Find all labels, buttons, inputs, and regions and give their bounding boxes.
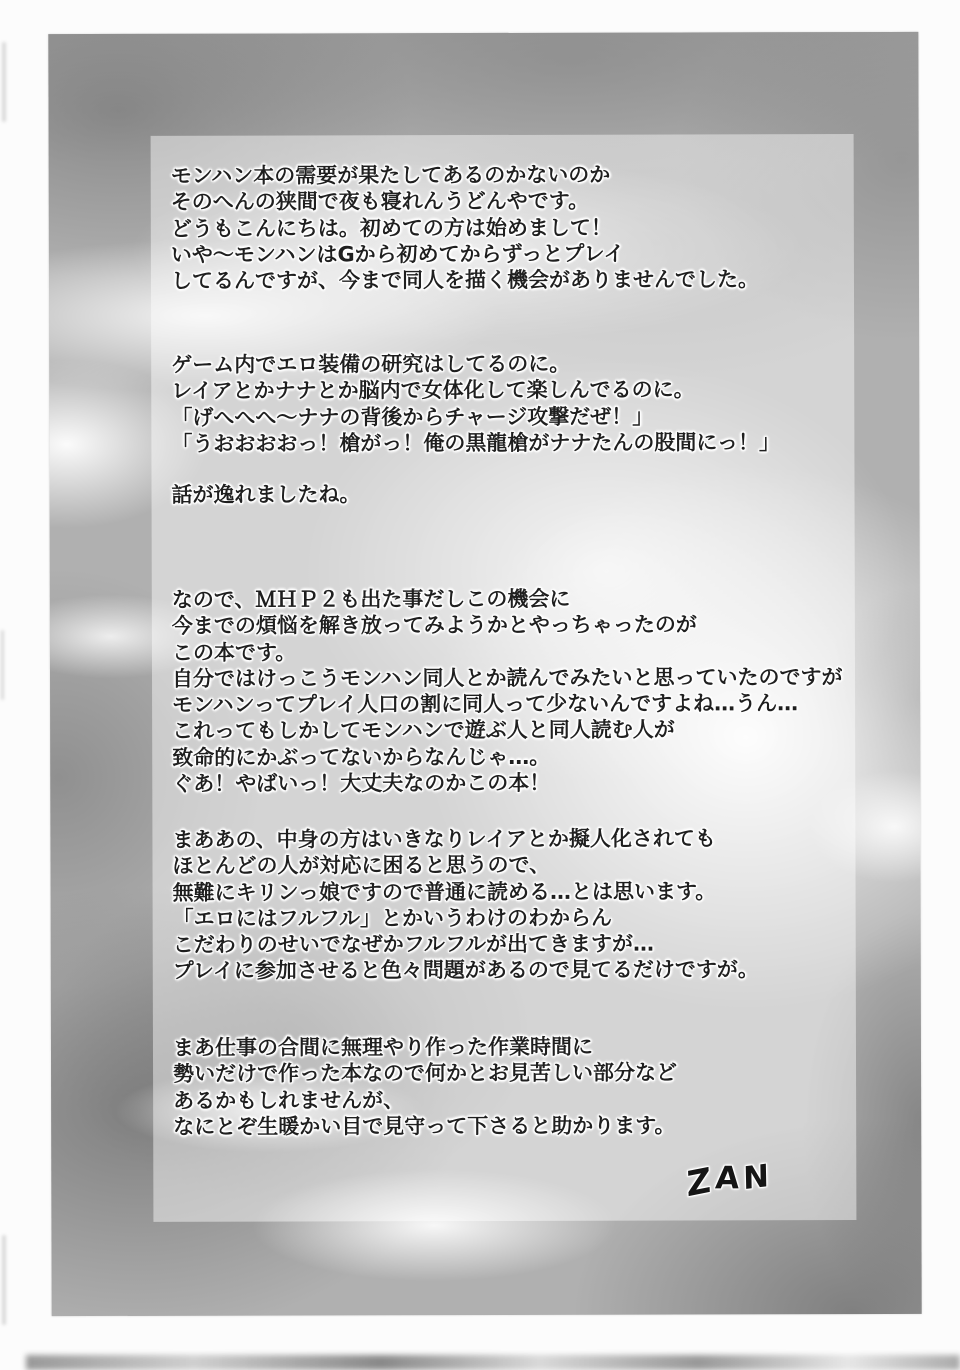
scan-shadow-band (26, 1355, 960, 1370)
text-line: 勢いだけで作った本なので何かとお見苦しい部分など (173, 1060, 678, 1087)
signature-letter: A (713, 1160, 745, 1197)
paragraph-contents (172, 825, 759, 984)
signature-letter: Z (685, 1159, 716, 1206)
paragraph-aside (171, 481, 360, 508)
text-line: あるかもしれませんが、 (173, 1087, 405, 1113)
afterword-text-panel (151, 134, 857, 1222)
text-line: してるんですが、今まで同人を描く機会がありませんでした。 (170, 267, 759, 294)
scan-edge-artifact (2, 1235, 6, 1325)
text-line: どうもこんにちは。初めての方は始めまして！ (170, 215, 612, 241)
text-line: 自分ではけっこうモンハン同人とか読んでみたいと思っていたのですが (171, 664, 843, 691)
text-line: なので、ＭＨＰ２も出た事だしこの機会に (171, 586, 571, 612)
text-line: 「うおおおおっ！槍がっ！俺の黒龍槍がナナたんの股間にっ！」 (171, 430, 781, 456)
paragraph-game-talk (171, 350, 780, 457)
text-line: そのへんの狭間で夜も寝れんうどんやです。 (170, 189, 590, 215)
scan-edge-artifact (1, 630, 4, 700)
text-line: レイアとかナナとか脳内で女体化して楽しんでるのに。 (171, 377, 695, 404)
signature-letter: N (742, 1157, 773, 1198)
text-line: プレイに参加させると色々問題があるので見てるだけですが。 (172, 957, 759, 984)
paragraph-closing (173, 1033, 677, 1140)
text-line: 「げへへへ～ナナの背後からチャージ攻撃だぜ！」 (171, 404, 654, 430)
text-line: まああの、中身の方はいきなりレイアとか擬人化されても (172, 826, 716, 852)
text-line: モンハンってプレイ人口の割に同人って少ないんですよね…うん… (172, 691, 799, 718)
text-line: これってもしかしてモンハンで遊ぶ人と同人読む人が (172, 717, 675, 744)
text-line: まあ仕事の合間に無理やり作った作業時間に (172, 1034, 594, 1060)
text-line: 「エロにはフルフル」とかいうわけのわからん (172, 905, 612, 931)
text-line: こだわりのせいでなぜかフルフルが出てきますが… (172, 931, 655, 958)
text-line: モンハン本の需要が果たしてあるのかないのか (170, 162, 611, 188)
text-line: なにとぞ生暖かい目で見守って下さると助かります。 (173, 1113, 676, 1139)
text-line: 今までの煩悩を解き放ってみようかとやっちゃったのが (171, 612, 697, 639)
text-line: 致命的にかぶってないからなんじゃ…。 (172, 744, 551, 770)
paragraph-motivation (172, 585, 843, 797)
page-cloud-background (48, 32, 921, 1316)
text-line: 話が逸れましたね。 (171, 482, 361, 507)
text-line: いや～モンハンはGから初めてからずっとプレイ (170, 241, 625, 267)
artist-signature (685, 1157, 774, 1206)
scan-edge-artifact (2, 42, 6, 122)
text-line: この本です。 (171, 640, 297, 665)
text-line: ほとんどの人が対応に困ると思うので、 (172, 853, 551, 879)
paragraph-greeting (171, 161, 759, 294)
text-line: ぐあ！やばいっ！大丈夫なのかこの本！ (172, 770, 551, 796)
text-line: 無難にキリンっ娘ですので普通に読める…とは思います。 (172, 878, 717, 905)
text-line: ゲーム内でエロ装備の研究はしてるのに。 (171, 351, 571, 377)
